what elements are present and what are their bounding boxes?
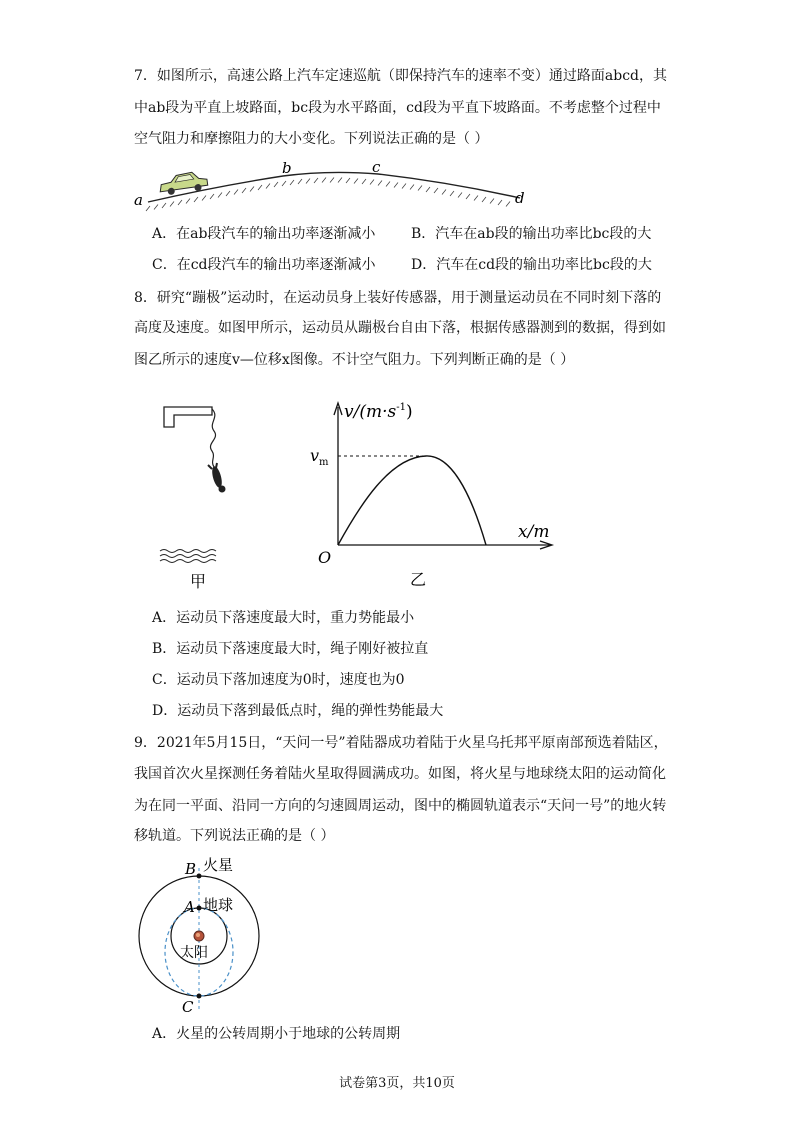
q8-option-d[interactable]: D．运动员下落到最低点时，绳的弹性势能最大 [152, 703, 444, 719]
q7-road-figure [128, 158, 548, 214]
q8-option-a[interactable]: A．运动员下落速度最大时，重力势能最小 [152, 610, 415, 626]
q8-text-line-3: 图乙所示的速度v—位移x图像。不计空气阻力。下列判断正确的是（ ） [134, 352, 575, 368]
label-C: C [182, 998, 194, 1016]
q8-text-line-2: 高度及速度。如图甲所示，运动员从蹦极台自由下落，根据传感器测到的数据，得到如 [134, 320, 666, 336]
bungee-figure-jia [150, 395, 250, 595]
jump-platform [164, 407, 212, 427]
q9-text-line-1: 9．2021年5月15日，“天问一号”着陆器成功着陆于火星乌托邦平原南部预选着陆区， [134, 735, 668, 751]
q9-text-line-2: 我国首次火星探测任务着陆火星取得圆满成功。如图，将火星与地球绕太阳的运动简化 [134, 766, 666, 782]
orbit-figure [130, 850, 270, 1020]
q9-option-a[interactable]: A．火星的公转周期小于地球的公转周期 [152, 1026, 401, 1042]
q7-option-b[interactable]: B．汽车在ab段的输出功率比bc段的大 [411, 226, 652, 242]
point-B [197, 874, 202, 879]
label-mars: 火星 [203, 856, 234, 874]
label-earth: 地球 [203, 896, 234, 914]
q8-option-b[interactable]: B．运动员下落速度最大时，绳子刚好被拉直 [152, 641, 429, 657]
q7-text-line-1: 7．如图所示，高速公路上汽车定速巡航（即保持汽车的速率不变）通过路面abcd，其 [134, 68, 668, 84]
point-C [197, 994, 202, 999]
road-surface [148, 172, 520, 202]
x-axis-label: x/m [518, 522, 550, 542]
figure-label-yi: 乙 [410, 570, 427, 589]
velocity-curve [338, 456, 486, 545]
water-waves [160, 550, 216, 563]
q9-text-line-3: 为在同一平面、沿同一方向的匀速圆周运动，图中的椭圆轨道表示“天问一号”的地火转 [134, 798, 667, 814]
q7-option-c[interactable]: C．在cd段汽车的输出功率逐渐减小 [152, 257, 376, 273]
q8-text-line-1: 8．研究“蹦极”运动时，在运动员身上装好传感器，用于测量运动员在不同时刻下落的 [134, 290, 662, 306]
car-icon [158, 170, 208, 196]
point-label-d: d [515, 189, 525, 207]
label-A: A [184, 898, 195, 916]
origin-label: O [318, 548, 332, 567]
q7-option-d[interactable]: D．汽车在cd段的输出功率比bc段的大 [411, 257, 652, 273]
page-footer: 试卷第3页，共10页 [339, 1076, 455, 1091]
q7-text-line-3: 空气阻力和摩擦阻力的大小变化。下列说法正确的是（ ） [134, 131, 489, 147]
point-label-a: a [134, 191, 143, 209]
q7-text-line-2: 中ab段为平直上坡路面，bc段为水平路面，cd段为平直下坡路面。不考虑整个过程中 [134, 100, 661, 116]
label-B: B [185, 860, 197, 878]
q8-option-c[interactable]: C．运动员下落加速度为0时，速度也为0 [152, 672, 405, 688]
point-label-b: b [282, 159, 292, 177]
bungee-rope [210, 409, 215, 467]
q9-text-line-4: 移轨道。下列说法正确的是（ ） [134, 828, 335, 844]
label-sun: 太阳 [180, 945, 208, 961]
vm-label: $v_m$ [310, 446, 329, 468]
vx-graph-yi [300, 395, 560, 595]
figure-label-jia: 甲 [190, 572, 207, 591]
y-axis-label: $v/(m\cdot s^{-1})$ [344, 402, 413, 422]
point-label-c: c [372, 158, 381, 176]
q7-option-a[interactable]: A．在ab段汽车的输出功率逐渐减小 [152, 226, 376, 242]
point-A [197, 906, 202, 911]
jumper-icon [208, 463, 226, 493]
